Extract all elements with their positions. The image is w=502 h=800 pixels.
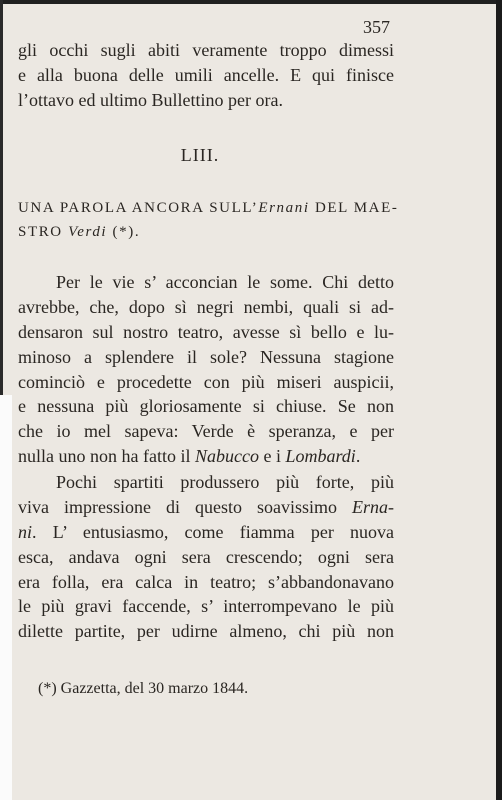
heading-title-italic: Ernani bbox=[258, 200, 310, 216]
text-line bbox=[18, 444, 394, 469]
text-line: densaron sul nostro teatro, avesse sì bello e lu- bbox=[18, 321, 394, 342]
paragraph-two bbox=[18, 470, 394, 644]
text-run: . L’ entusiasmo, come fiamma per nuova bbox=[32, 521, 394, 542]
heading-text: (*). bbox=[107, 224, 141, 240]
text-run: nulla uno non ha fatto il bbox=[18, 446, 195, 467]
text-run: e i bbox=[258, 446, 286, 467]
text-line: era folla, era calca in teatro; s’abbandonavano bbox=[18, 571, 394, 592]
text-line: avrebbe, che, dopo sì negri nembi, quali si ad- bbox=[18, 296, 394, 317]
text-line: l’ottavo ed ultimo Bullettino per ora. bbox=[18, 89, 283, 110]
text-run: viva impressione di questo soavissimo bbox=[18, 496, 352, 517]
paragraph-one bbox=[18, 270, 394, 469]
text-line: gli occhi sugli abiti veramente troppo dimessi bbox=[18, 40, 394, 60]
text-line bbox=[18, 520, 394, 545]
page-number: 357 bbox=[363, 17, 390, 37]
opera-title-italic: Lombardi bbox=[285, 446, 356, 467]
scan-margin-strip bbox=[0, 395, 12, 800]
heading-line bbox=[18, 196, 399, 220]
footnote: (*) Gazzetta, del 30 marzo 1844. bbox=[38, 680, 249, 697]
opening-paragraph bbox=[18, 38, 394, 113]
text-line bbox=[18, 495, 394, 520]
scan-left-edge bbox=[0, 0, 3, 395]
opera-title-italic: Nabucco bbox=[194, 446, 259, 467]
heading-name-italic: Verdi bbox=[68, 224, 108, 240]
text-line: cominciò e procedette con più miseri auspicii, bbox=[18, 371, 394, 392]
text-line: dilette partite, per udirne almeno, chi più non bbox=[18, 621, 394, 642]
opera-title-italic: Erna- bbox=[352, 496, 394, 517]
chapter-number: LIII. bbox=[180, 145, 220, 165]
chapter-heading bbox=[18, 196, 399, 244]
text-run: . bbox=[355, 446, 361, 467]
text-line: minoso a splendere il sole? Nessuna stagione bbox=[18, 346, 394, 367]
heading-line bbox=[18, 220, 394, 244]
text-line: e alla buona delle umili ancelle. E qui finisce bbox=[18, 64, 394, 85]
heading-text: DEL MAE- bbox=[309, 200, 399, 216]
text-line: Per le vie s’ acconcian le some. Chi detto bbox=[56, 272, 394, 292]
scan-right-edge bbox=[496, 0, 502, 800]
heading-text: UNA PAROLA ANCORA SULL’ bbox=[18, 200, 259, 216]
opera-title-italic: ni bbox=[18, 521, 33, 542]
scan-top-edge bbox=[0, 0, 502, 4]
text-line: che io mel sapeva: Verde è speranza, e per bbox=[18, 421, 394, 442]
text-line: esca, andava ogni sera crescendo; ogni sera bbox=[18, 546, 394, 567]
text-line: le più gravi faccende, s’ interrompevano le più bbox=[18, 596, 394, 617]
text-line: e nessuna più gloriosamente si chiuse. Se non bbox=[18, 396, 394, 417]
text-line: Pochi spartiti produssero più forte, più bbox=[56, 472, 394, 492]
heading-text: STRO bbox=[18, 224, 69, 240]
